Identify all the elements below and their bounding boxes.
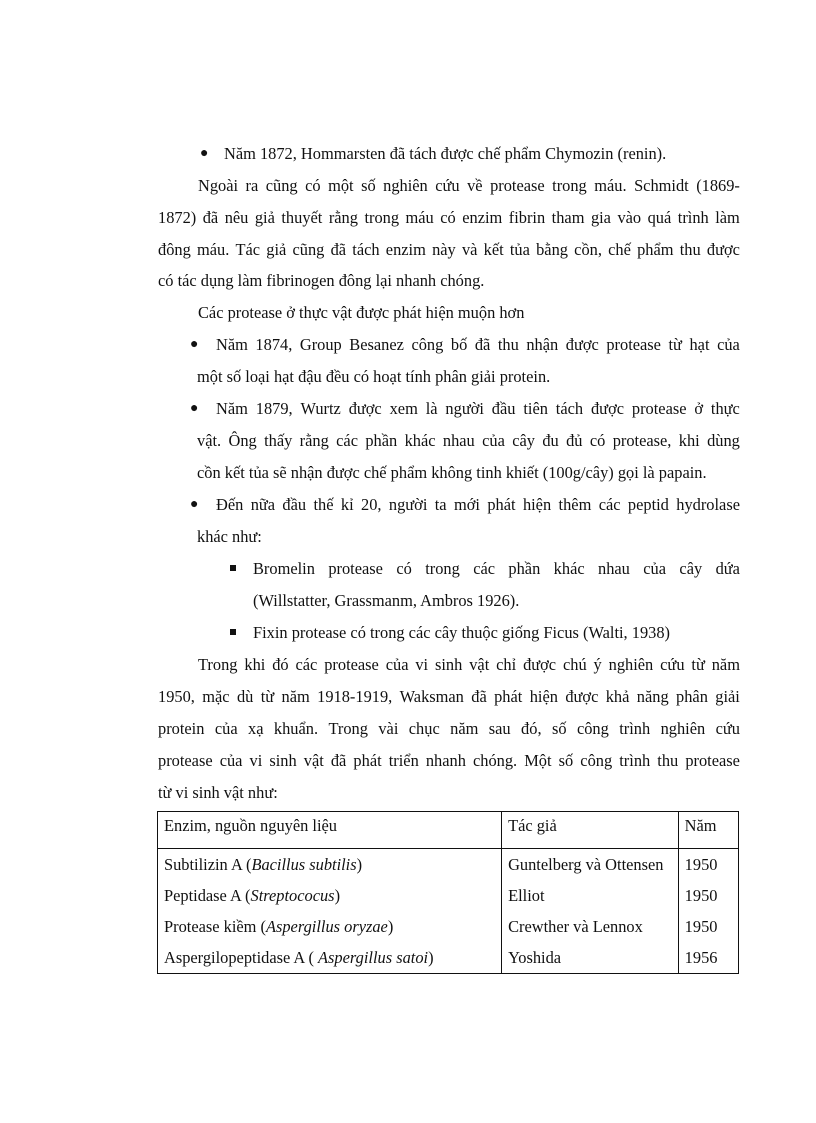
word: cây <box>679 559 703 578</box>
word: fibrin <box>508 208 546 227</box>
word: phát <box>353 751 382 770</box>
word: khi <box>678 431 700 450</box>
word: nhau <box>598 559 630 578</box>
sub1-line2: (Willstatter, Grassmanm, Ambros 1926). <box>253 591 520 610</box>
word: công <box>580 751 613 770</box>
table-header-row <box>158 812 739 849</box>
para2-text: Các protease ở thực vật được phát hiện muộn hơn <box>198 303 525 322</box>
word: 1874, <box>255 335 293 354</box>
word: vi <box>249 751 263 770</box>
word: protease <box>631 399 687 418</box>
word: người <box>388 495 428 514</box>
word: giả <box>266 240 287 259</box>
word: trong <box>552 176 587 195</box>
word: tách <box>352 240 380 259</box>
table-row <box>158 942 739 974</box>
word: vài <box>378 719 399 738</box>
word: chế <box>608 240 631 259</box>
word: được <box>565 687 599 706</box>
word: có <box>589 431 606 450</box>
bullet2-line3: cồn kết tủa sẽ nhận được chế phẩm không tinh khiết (100g/cây) gọi là papain. <box>197 463 707 482</box>
para1-line3 <box>158 239 740 261</box>
word: hydrolase <box>676 495 740 514</box>
bullet2-line1 <box>216 398 740 420</box>
word: của <box>717 335 740 354</box>
word: được <box>565 335 599 354</box>
sub2-text: Fixin protease có trong các cây thuộc giống Ficus (Walti, 1938) <box>253 623 670 642</box>
word: tách <box>555 399 584 418</box>
word: mặc <box>202 687 230 706</box>
word: dùng <box>707 431 740 450</box>
word: năm <box>450 719 479 738</box>
word: từ <box>668 335 682 354</box>
word: rằng <box>299 431 329 450</box>
word: enzim <box>385 240 426 259</box>
word: sinh <box>435 655 463 674</box>
bullet-icon: ● <box>200 146 209 161</box>
word: thế <box>313 495 334 514</box>
word: Tác <box>235 240 261 259</box>
bullet2-line2 <box>197 430 740 452</box>
word: phần <box>508 559 541 578</box>
bullet-icon: ● <box>190 401 199 416</box>
bullet1-line2: một số loại hạt đậu đều có hoạt tính phân giải protein. <box>197 367 551 386</box>
word: máu. <box>594 176 627 195</box>
word: phẩm <box>637 240 674 259</box>
word: protease <box>328 559 383 578</box>
word: thuyết <box>281 208 323 227</box>
word: thu <box>679 240 701 259</box>
word: số <box>361 176 376 195</box>
word: đầu <box>282 495 307 514</box>
para1-line4: có tác dụng làm fibrinogen đông lại nhanh chóng. <box>158 271 485 290</box>
word: peptid <box>627 495 669 514</box>
word: là <box>425 399 438 418</box>
word: tủa <box>509 240 530 259</box>
word: khả <box>605 687 630 706</box>
word: vật <box>303 751 324 770</box>
word: hiện <box>522 495 552 514</box>
word: sau <box>488 719 511 738</box>
word: đó <box>272 655 289 674</box>
word: hạt <box>689 335 710 354</box>
word: về <box>467 176 483 195</box>
word: cứu <box>715 719 740 738</box>
word: hiện <box>529 687 558 706</box>
word: này <box>432 240 456 259</box>
word: Một <box>524 751 552 770</box>
word: Schmidt <box>634 176 689 195</box>
word: một <box>328 176 354 195</box>
word: từ <box>260 687 275 706</box>
word: gia <box>590 208 611 227</box>
word: enzim <box>462 208 503 227</box>
word: nhận <box>526 335 559 354</box>
word: rằng <box>328 208 358 227</box>
enzyme-cell: Subtilizin A (Bacillus subtilis) <box>158 849 502 881</box>
word: trong <box>425 559 460 578</box>
word: được <box>348 399 382 418</box>
protease-table <box>157 811 739 974</box>
word: nhau <box>442 431 475 450</box>
word: tiên <box>523 399 548 418</box>
bullet-icon: ● <box>190 337 199 352</box>
word: kỉ <box>340 495 354 514</box>
word: kết <box>483 240 504 259</box>
word: năng <box>636 687 669 706</box>
enzyme-cell: Aspergilopeptidase A ( Aspergillus satoi) <box>158 942 502 974</box>
word: Năm <box>216 399 248 418</box>
word: của <box>214 719 238 738</box>
word: cây <box>512 431 535 450</box>
word: có <box>305 176 321 195</box>
word: đã <box>330 751 347 770</box>
word: Trong <box>328 719 368 738</box>
header-year: Năm <box>678 812 738 849</box>
word: đó, <box>521 719 542 738</box>
word: đã <box>202 208 219 227</box>
word: năm <box>281 687 310 706</box>
square-bullet-icon <box>230 629 236 635</box>
word: Bromelin <box>253 559 315 578</box>
table-row <box>158 911 739 942</box>
word: triển <box>388 751 419 770</box>
word: số <box>558 751 574 770</box>
word: Waksman <box>399 687 464 706</box>
para3-line4 <box>158 750 740 772</box>
word: cồn, <box>574 240 602 259</box>
bullet3-line1 <box>216 494 740 516</box>
para1-line1 <box>198 175 740 197</box>
para3-line2 <box>158 686 740 708</box>
word: Năm <box>216 335 248 354</box>
author-cell: Crewther và Lennox <box>502 911 679 942</box>
word: trình <box>619 751 651 770</box>
table-row <box>158 880 739 911</box>
bullet-icon: ● <box>190 497 199 512</box>
word: có <box>396 559 412 578</box>
word: được <box>590 399 625 418</box>
word: người <box>445 399 484 418</box>
word: số <box>551 719 567 738</box>
word: ta <box>434 495 447 514</box>
word: thêm <box>558 495 592 514</box>
word: Wurtz <box>300 399 341 418</box>
word: mới <box>453 495 480 514</box>
word: Đến <box>216 495 244 514</box>
word: phân <box>676 687 708 706</box>
word: bố <box>450 335 468 354</box>
word: chỉ <box>496 655 517 674</box>
word: nhanh <box>425 751 466 770</box>
author-cell: Yoshida <box>502 942 679 974</box>
word: khi <box>244 655 266 674</box>
word: quá <box>647 208 672 227</box>
word: các <box>473 559 496 578</box>
word: khác <box>404 431 436 450</box>
word: khuẩn. <box>273 719 319 738</box>
word: của <box>385 655 409 674</box>
word: 1879, <box>255 399 293 418</box>
word: đủ <box>566 431 583 450</box>
word: đã <box>330 240 347 259</box>
word: Ông <box>228 431 257 450</box>
year-cell: 1950 <box>678 911 738 942</box>
word: khác <box>553 559 585 578</box>
square-bullet-icon <box>230 565 236 571</box>
word: thấy <box>264 431 293 450</box>
word: thu <box>497 335 519 354</box>
word: phát <box>487 495 516 514</box>
word: trình <box>677 208 709 227</box>
word: protein <box>158 719 205 738</box>
word: protease <box>324 655 379 674</box>
word: cũng <box>265 176 298 195</box>
word: của <box>482 431 505 450</box>
word: của <box>643 559 667 578</box>
word: chục <box>408 719 440 738</box>
word: máu <box>405 208 434 227</box>
author-cell: Guntelberg và Ottensen <box>502 849 679 881</box>
table-row <box>158 849 739 881</box>
word: đã <box>471 687 487 706</box>
word: làm <box>715 208 740 227</box>
word: năm <box>711 655 740 674</box>
word: (1869- <box>696 176 740 195</box>
word: các <box>598 495 621 514</box>
word: các <box>295 655 318 674</box>
author-cell: Elliot <box>502 880 679 911</box>
word: vào <box>617 208 642 227</box>
word: đã <box>474 335 491 354</box>
word: và <box>461 240 478 259</box>
word: protease <box>606 335 661 354</box>
word: nghiên <box>608 655 654 674</box>
word: đầu <box>491 399 516 418</box>
word: bằng <box>536 240 568 259</box>
word: của <box>219 751 243 770</box>
word: vật <box>469 655 490 674</box>
word: chú <box>562 655 587 674</box>
word: 1872) <box>158 208 197 227</box>
word: ra <box>245 176 259 195</box>
word: dù <box>236 687 254 706</box>
word: phần <box>365 431 398 450</box>
word: 1950, <box>158 687 195 706</box>
word: thực <box>710 399 740 418</box>
word: cũng <box>292 240 325 259</box>
word: đu <box>542 431 559 450</box>
word: các <box>336 431 358 450</box>
word: nghiên <box>383 176 428 195</box>
word: vi <box>415 655 429 674</box>
word: ý <box>593 655 602 674</box>
bullet-intro-text: Năm 1872, Hommarsten đã tách được chế phẩm Chymozin (renin). <box>224 144 667 163</box>
header-author: Tác giả <box>502 812 679 849</box>
word: 1918-1919, <box>317 687 393 706</box>
word: được <box>523 655 557 674</box>
word: nêu <box>224 208 249 227</box>
word: protease, <box>612 431 672 450</box>
word: được <box>706 240 740 259</box>
word: Group <box>299 335 342 354</box>
year-cell: 1956 <box>678 942 738 974</box>
word: Ngoài <box>198 176 239 195</box>
word: protease <box>158 751 213 770</box>
word: giả <box>254 208 275 227</box>
word: nữa <box>250 495 276 514</box>
word: trong <box>364 208 400 227</box>
para3-line3 <box>158 718 740 740</box>
word: chóng. <box>473 751 518 770</box>
word: cứu <box>660 655 685 674</box>
bullet1-line1 <box>216 334 740 356</box>
para3-line5: từ vi sinh vật như: <box>158 783 278 802</box>
word: tham <box>551 208 585 227</box>
header-enzyme: Enzim, nguồn nguyên liệu <box>158 812 502 849</box>
para1-line2 <box>158 207 740 229</box>
word: xạ <box>248 719 264 738</box>
word: nghiên <box>660 719 706 738</box>
word: từ <box>691 655 705 674</box>
word: sinh <box>269 751 297 770</box>
word: Trong <box>198 655 238 674</box>
year-cell: 1950 <box>678 849 738 881</box>
word: giải <box>715 687 740 706</box>
sub1-line1 <box>253 558 740 580</box>
enzyme-cell: Peptidase A (Streptococus) <box>158 880 502 911</box>
word: dứa <box>715 559 740 578</box>
word: trình <box>619 719 651 738</box>
word: phát <box>494 687 523 706</box>
bullet3-line2: khác như: <box>197 527 262 546</box>
word: có <box>440 208 456 227</box>
word: xem <box>389 399 418 418</box>
word: thu <box>657 751 679 770</box>
word: vật. <box>197 431 222 450</box>
word: 20, <box>361 495 382 514</box>
word: ở <box>694 399 704 418</box>
word: công <box>411 335 444 354</box>
para3-line1 <box>198 654 740 676</box>
word: máu. <box>196 240 230 259</box>
enzyme-cell: Protease kiềm (Aspergillus oryzae) <box>158 911 502 942</box>
word: protease <box>490 176 545 195</box>
word: đông <box>158 240 191 259</box>
year-cell: 1950 <box>678 880 738 911</box>
word: protease <box>685 751 740 770</box>
word: công <box>576 719 609 738</box>
word: Besanez <box>349 335 404 354</box>
word: cứu <box>435 176 460 195</box>
